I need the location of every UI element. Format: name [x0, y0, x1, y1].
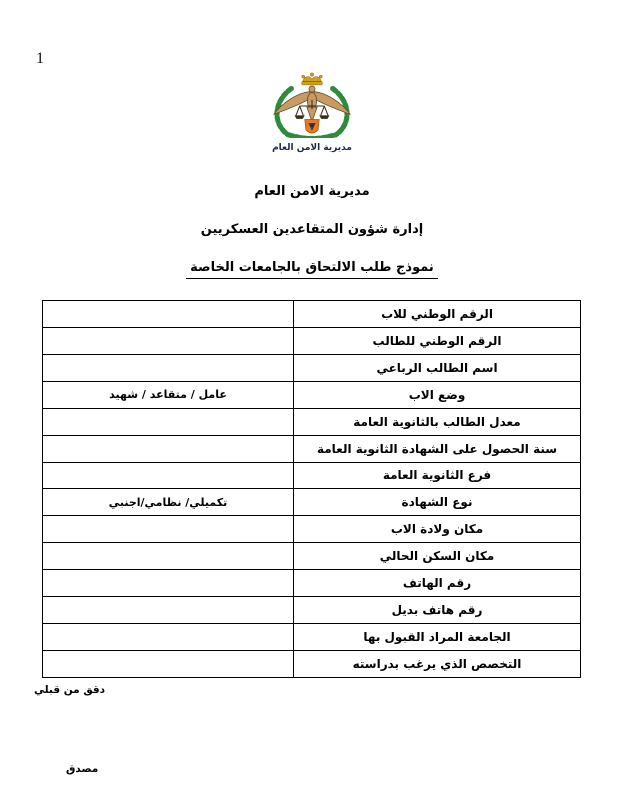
table-row [43, 650, 580, 677]
label-cell-father-national-id: الرقم الوطني للاب [293, 301, 580, 327]
label-cell-desired-major: التخصص الذي يرغب بدراسته [293, 651, 580, 677]
value-cell-desired-major [43, 651, 293, 677]
label-cell-target-university: الجامعة المراد القبول بها [293, 624, 580, 650]
label-cell-father-status: وضع الاب [293, 382, 580, 408]
value-cell-student-national-id [43, 328, 293, 354]
table-row [43, 462, 580, 489]
application-form-table [42, 300, 581, 678]
value-cell-father-status-options: عامل / متقاعد / شهيد [109, 388, 227, 402]
table-row [43, 623, 580, 650]
value-cell-father-birthplace [43, 516, 293, 542]
value-cell-secondary-average [43, 409, 293, 435]
psd-emblem [252, 72, 372, 153]
title-form-name [0, 260, 624, 279]
label-cell-alt-phone-number: رقم هاتف بديل [293, 597, 580, 623]
title-form-name-text: نموذج طلب الالتحاق بالجامعات الخاصة [186, 260, 438, 279]
label-cell-secondary-average: معدل الطالب بالثانوية العامة [293, 409, 580, 435]
table-row [43, 327, 580, 354]
value-cell-phone-number [43, 570, 293, 596]
title-department: إدارة شؤون المتقاعدين العسكريين [200, 222, 424, 237]
value-cell-secondary-branch [43, 463, 293, 489]
corner-mark: 1 [36, 50, 44, 67]
table-row [43, 381, 580, 408]
value-cell-student-full-name [43, 355, 293, 381]
label-cell-phone-number: رقم الهاتف [293, 570, 580, 596]
label-cell-certificate-year: سنة الحصول على الشهادة الثانوية العامة [293, 436, 580, 462]
table-row [43, 488, 580, 515]
value-cell-certificate-type-options: تكميلي/ نظامي/اجنبي [108, 495, 228, 509]
emblem-caption: مديرية الامن العام [272, 143, 352, 153]
label-cell-student-full-name: اسم الطالب الرباعي [293, 355, 580, 381]
table-row [43, 408, 580, 435]
table-row [43, 301, 580, 327]
label-cell-secondary-branch: فرع الثانوية العامة [293, 463, 580, 489]
label-cell-father-birthplace: مكان ولادة الاب [293, 516, 580, 542]
crown-icon [302, 73, 323, 85]
table-row [43, 354, 580, 381]
table-row [43, 569, 580, 596]
table-row [43, 542, 580, 569]
checked-by-note: دقق من قبلي [34, 684, 106, 696]
value-cell-father-national-id [43, 301, 293, 327]
value-cell-target-university [43, 624, 293, 650]
table-row [43, 596, 580, 623]
emblem-graphic [260, 72, 364, 138]
label-cell-current-residence: مكان السكن الحالي [293, 543, 580, 569]
table-row [43, 435, 580, 462]
value-cell-alt-phone-number [43, 597, 293, 623]
value-cell-certificate-year [43, 436, 293, 462]
table-row [43, 515, 580, 542]
shield-icon [305, 119, 319, 133]
certified-note: مصدق [66, 763, 99, 775]
title-directorate: مديرية الامن العام [254, 184, 370, 199]
value-cell-current-residence [43, 543, 293, 569]
label-cell-certificate-type: نوع الشهادة [293, 489, 580, 515]
label-cell-student-national-id: الرقم الوطني للطالب [293, 328, 580, 354]
